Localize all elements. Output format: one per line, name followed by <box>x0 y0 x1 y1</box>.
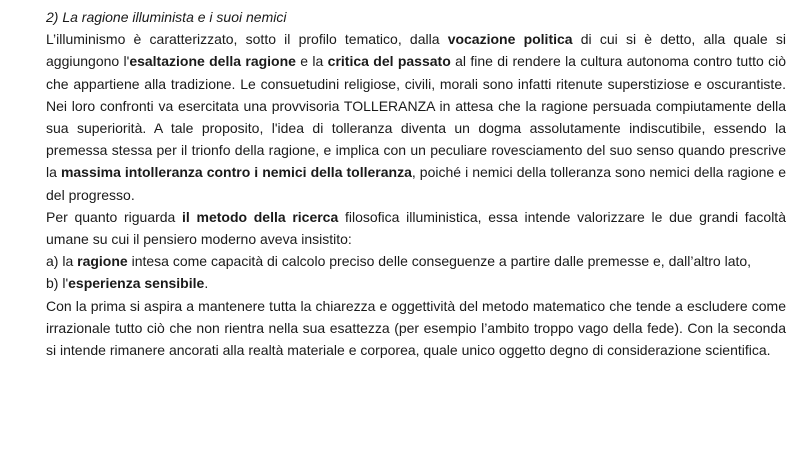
bold-term-ragione: ragione <box>77 253 128 270</box>
bold-term-massima-intolleranza: massima intolleranza contro i nemici della tolleranza <box>60 164 412 181</box>
bold-term-critica-passato: critica del passato <box>327 53 451 70</box>
text-run: a) la <box>46 253 78 270</box>
bold-term-esperienza-sensibile: esperienza sensibile <box>68 275 205 292</box>
bold-term-esaltazione-ragione: esaltazione della ragione <box>129 53 296 70</box>
text-run: filosofica illuministica, essa intende valorizzare le due grandi facoltà umane su cui il pensiero moderno aveva insistito: <box>46 208 786 248</box>
text-run: , poiché i nemici della tolleranza sono nemici della ragione e del progresso. <box>46 164 787 203</box>
paragraph-conclusione: Con la prima si aspira a mantenere tutta la chiarezza e oggettività del metodo matematico che tende a escludere come irrazionale tutto ciò che non rientra nella sua esattezza (per esempio l’ambito troppo vago della fede). Con la seconda si intende rimanere ancorati alla realtà materiale e corporea, quale unico oggetto degno di considerazione scientifica. <box>46 297 786 359</box>
section-heading: 2) La ragione illuminista e i suoi nemici <box>46 9 287 25</box>
text-run: Per quanto riguarda <box>46 208 183 225</box>
text-run: L’illuminismo è caratterizzato, sotto il profilo tematico, dalla <box>46 31 448 48</box>
text-run: al fine di rendere la cultura autonoma contro tutto ciò che appartiene alla tradizione. Le consuetudini religiose, civili, morali sono infatti ritenute superstiziose e oscurantiste. Nei loro confronti va esercitata una provvisoria TOLLERANZA in attesa che la ragione persuada compiutamente della sua superiorità. A tale proposito, l'idea di tolleranza diventa un dogma assolutamente indiscutibile, essendo la premessa stessa per il trionfo della ragione, e implica con un peculiare rovesciamento del suo senso quando prescrive la <box>46 53 787 181</box>
paragraph-tolleranza <box>46 28 786 206</box>
text-run: intesa come capacità di calcolo preciso delle conseguenze a partire dalle premesse e, dall’altro lato, <box>127 253 752 270</box>
list-item-a <box>46 250 786 272</box>
text-run: e la <box>295 53 328 70</box>
text-run: di cui si è detto, alla quale si aggiungono l' <box>46 31 786 70</box>
paragraph-metodo <box>46 206 786 250</box>
bold-term-vocazione-politica: vocazione politica <box>447 31 573 48</box>
bold-term-metodo-ricerca: il metodo della ricerca <box>182 208 339 225</box>
list-item-b <box>46 272 786 294</box>
text-run: . <box>204 275 209 292</box>
text-run: b) l' <box>46 275 69 292</box>
